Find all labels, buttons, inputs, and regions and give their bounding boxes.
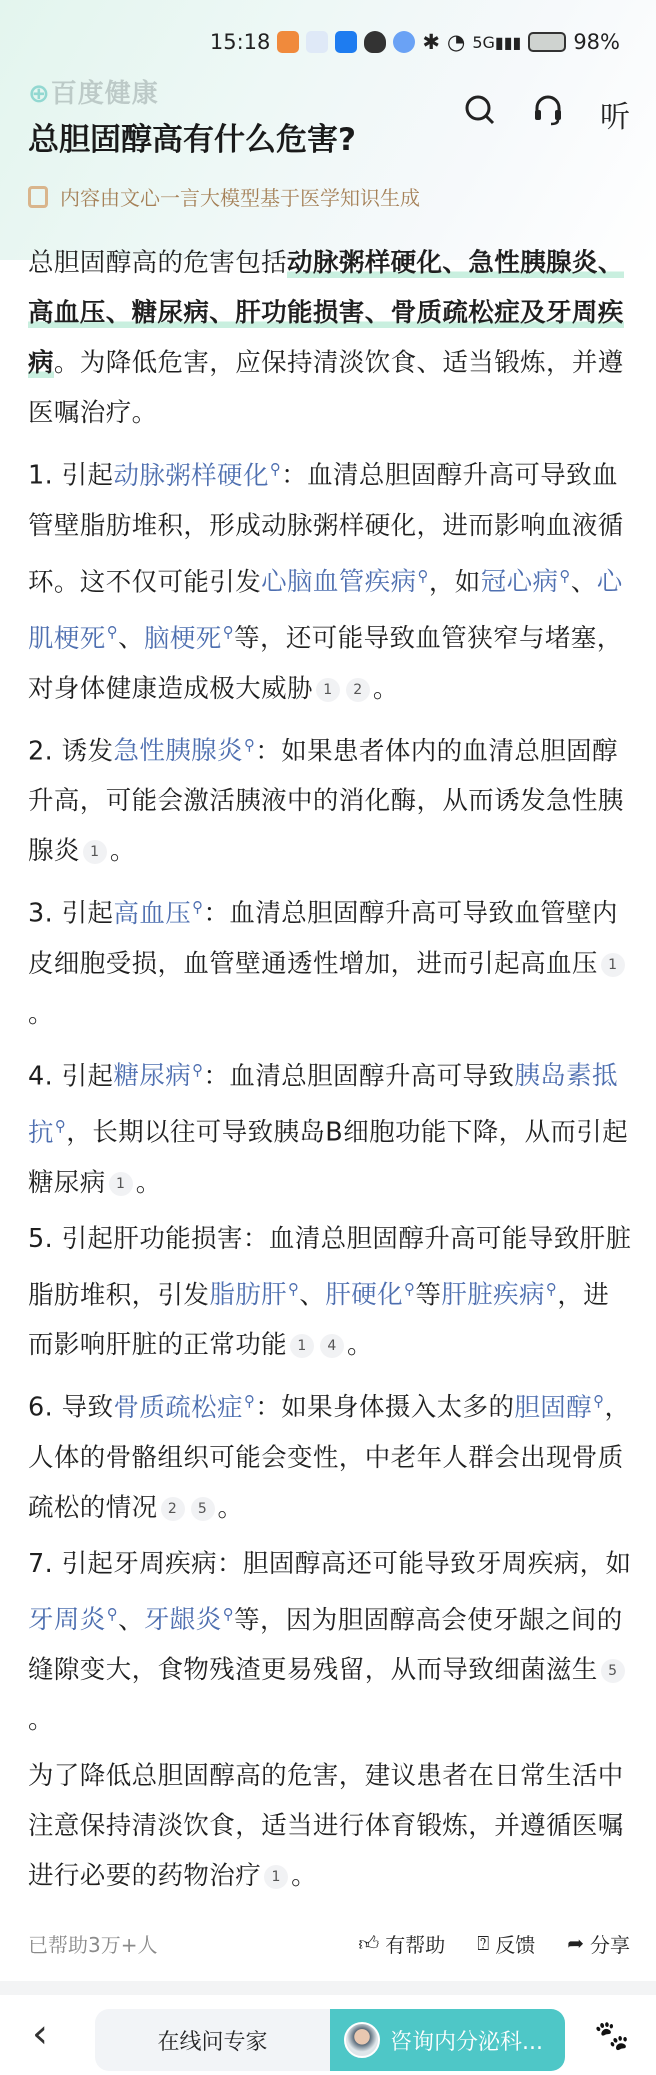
text: 、	[118, 623, 144, 654]
search-icon: ⚲	[288, 1279, 300, 1298]
page-title: 总胆固醇高有什么危害?	[28, 122, 356, 158]
search-icon: ⚲	[269, 460, 282, 478]
search-icon: ⚲	[243, 1392, 256, 1410]
search-icon: ⚲	[593, 1392, 605, 1410]
divider	[0, 1981, 656, 1995]
search-icon: ⚲	[559, 566, 571, 585]
citation-badge[interactable]: 2	[346, 678, 370, 702]
text: 等，因为胆固醇高会使牙龈之间的缝隙变大，食物残渣更易残留，从而导致细菌滋生	[28, 1605, 623, 1685]
term-link[interactable]: 牙龈炎⚲	[144, 1604, 235, 1635]
term-link[interactable]: 胆固醇⚲	[514, 1392, 605, 1423]
ai-generated-notice: 内容由文心一言大模型基于医学知识生成	[28, 182, 420, 211]
text: ，进而影响肝脏的正常功能	[28, 1280, 610, 1360]
baidu-paw-icon[interactable]: 🐾︎	[591, 2017, 632, 2055]
text: 。	[291, 1861, 318, 1891]
search-icon: ⚲	[192, 898, 204, 916]
share-icon: ➦	[567, 1931, 584, 1955]
citation-badge[interactable]: 1	[290, 1334, 314, 1358]
answer-paragraph	[28, 1045, 632, 1208]
helped-count: 已帮助3万+人	[28, 1932, 158, 1957]
helpful-button[interactable]: 👍︎ 有帮助	[358, 1930, 446, 1957]
answer-footer	[28, 1921, 630, 1965]
term-link[interactable]: 急性胰腺炎⚲	[113, 735, 256, 766]
wifi-icon: ◔	[446, 30, 466, 54]
share-button[interactable]: ➦ 分享	[567, 1931, 630, 1957]
answer-paragraph	[28, 882, 632, 1039]
ask-expert-button[interactable]: 在线问专家	[95, 2009, 330, 2071]
text: 。	[372, 673, 399, 704]
search-icon: ⚲	[222, 623, 235, 641]
term-link[interactable]: 胰岛素抵抗⚲	[28, 1061, 618, 1148]
term-link[interactable]: 心肌梗死⚲	[28, 567, 623, 654]
text: 总胆固醇高的危害包括	[28, 248, 288, 278]
feedback-button[interactable]: ⍰ 反馈	[477, 1931, 536, 1957]
answer-paragraph	[28, 1376, 632, 1533]
consult-pill	[95, 2009, 565, 2071]
search-icon: ⚲	[222, 1604, 235, 1623]
term-link[interactable]: 动脉粥样硬化⚲	[113, 460, 282, 491]
listen-button[interactable]: 听	[600, 100, 630, 135]
term-link[interactable]: 心脑血管疾病⚲	[261, 566, 429, 597]
term-link[interactable]: 糖尿病⚲	[113, 1060, 204, 1091]
text: ，如	[428, 567, 481, 597]
bottom-bar	[0, 2003, 656, 2075]
search-icon: ⚲	[417, 566, 429, 585]
search-icon: ⚲	[243, 735, 256, 754]
text: ：血清总胆固醇升高可导致	[203, 1061, 515, 1091]
bluetooth-icon: ✱	[422, 30, 440, 54]
thumbs-up-icon: 👍︎	[358, 1930, 380, 1955]
citation-badge[interactable]: 2	[161, 1497, 185, 1521]
citation-badge[interactable]: 4	[320, 1334, 344, 1358]
doctor-avatar	[344, 2022, 380, 2058]
search-icon: ⚲	[192, 1060, 204, 1079]
citation-badge[interactable]: 1	[316, 678, 340, 702]
text: 。	[109, 836, 136, 866]
text: 等	[415, 1280, 442, 1310]
search-icon: ⚲	[54, 1117, 67, 1135]
term-link[interactable]: 冠心病⚲	[480, 566, 571, 597]
search-icon: ⚲	[404, 1279, 416, 1298]
text: 3. 引起	[28, 898, 114, 929]
answer-paragraph	[28, 1751, 632, 1901]
text: 、	[118, 1605, 144, 1635]
term-link[interactable]: 骨质疏松症⚲	[113, 1392, 256, 1423]
text: 1. 引起	[28, 460, 114, 491]
term-link[interactable]: 脑梗死⚲	[144, 623, 235, 654]
text: 。	[217, 1492, 244, 1523]
text: 。	[28, 1705, 54, 1735]
text: 、	[299, 1280, 326, 1310]
term-link[interactable]: 牙周炎⚲	[28, 1604, 119, 1635]
search-icon: ⚲	[545, 1279, 558, 1298]
term-link[interactable]: 高血压⚲	[113, 898, 204, 929]
text: ：如果身体摄入太多的	[255, 1392, 515, 1423]
text: 5. 引起肝功能损害：血清总胆固醇升高可能导致肝脏脂肪堆积，引发	[28, 1223, 632, 1310]
citation-badge[interactable]: 1	[264, 1865, 288, 1889]
text: 。	[28, 998, 54, 1029]
text: ：如果患者体内的血清总胆固醇升高，可能会激活胰液中的消化酶，从而诱发急性胰腺炎	[28, 736, 624, 866]
citation-badge[interactable]: 1	[601, 953, 625, 977]
status-time: 15:18	[209, 30, 271, 54]
signal-icon: 5G▮▮▮	[472, 32, 522, 52]
citation-badge[interactable]: 5	[191, 1497, 215, 1521]
text: 6. 导致	[28, 1392, 114, 1423]
term-link[interactable]: 肝硬化⚲	[325, 1279, 416, 1310]
feedback-icon: ⍰	[477, 1931, 490, 1955]
answer-paragraph	[28, 444, 632, 714]
battery-percent: 98%	[573, 30, 620, 54]
text: 为了降低总胆固醇高的危害，建议患者在日常生活中注意保持清淡饮食，适当进行体育锻炼，并遵循医嘱进行必要的药物治疗	[28, 1761, 624, 1891]
text: 。	[135, 1167, 162, 1198]
search-icon: ⚲	[106, 1604, 119, 1623]
answer-paragraph	[28, 1214, 632, 1371]
text: 7. 引起牙周疾病：胆固醇高还可能导致牙周疾病，如	[28, 1548, 632, 1579]
citation-badge[interactable]: 5	[601, 1659, 625, 1683]
text: 4. 引起	[28, 1061, 114, 1091]
back-chevron-icon[interactable]: ‹	[32, 2011, 48, 2057]
answer-content	[28, 238, 632, 1901]
term-link[interactable]: 肝脏疾病⚲	[441, 1279, 558, 1310]
citation-badge[interactable]: 1	[109, 1172, 133, 1196]
answer-paragraph	[28, 238, 632, 438]
text: 等，还可能导致血管狭窄与堵塞，对身体健康造成极大威胁	[28, 623, 623, 704]
citation-badge[interactable]: 1	[83, 840, 107, 864]
baidu-health-logo: ⊕百度健康	[28, 79, 159, 109]
search-icon: ⚲	[106, 623, 119, 641]
answer-paragraph	[28, 720, 632, 877]
answer-paragraph	[28, 1539, 632, 1746]
text: ，人体的骨骼组织可能会变性，中老年人群会出现骨质疏松的情况	[28, 1392, 631, 1523]
text: ：血清总胆固醇升高可导致血管壁脂肪堆积，形成动脉粥样硬化，进而影响血液循环。这不仅可能引发	[28, 460, 624, 597]
consult-endocrinology-button[interactable]: 咨询内分泌科...	[330, 2009, 565, 2071]
text: 、	[570, 567, 597, 597]
text: 2. 诱发	[28, 736, 114, 766]
term-link[interactable]: 脂肪肝⚲	[209, 1279, 300, 1310]
highlighted-text: 动脉粥样硬化、急性胰腺炎、高血压、糖尿病、肝功能损害、骨质疏松症及牙周疾病	[28, 248, 624, 378]
text: 。为降低危害，应保持清淡饮食、适当锻炼，并遵医嘱治疗。	[28, 348, 624, 428]
text: ：血清总胆固醇升高可导致血管壁内皮细胞受损，血管壁通透性增加，进而引起高血压	[28, 898, 618, 979]
text: 。	[347, 1330, 373, 1360]
text: ，长期以往可导致胰岛B细胞功能下降，从而引起糖尿病	[28, 1117, 629, 1198]
